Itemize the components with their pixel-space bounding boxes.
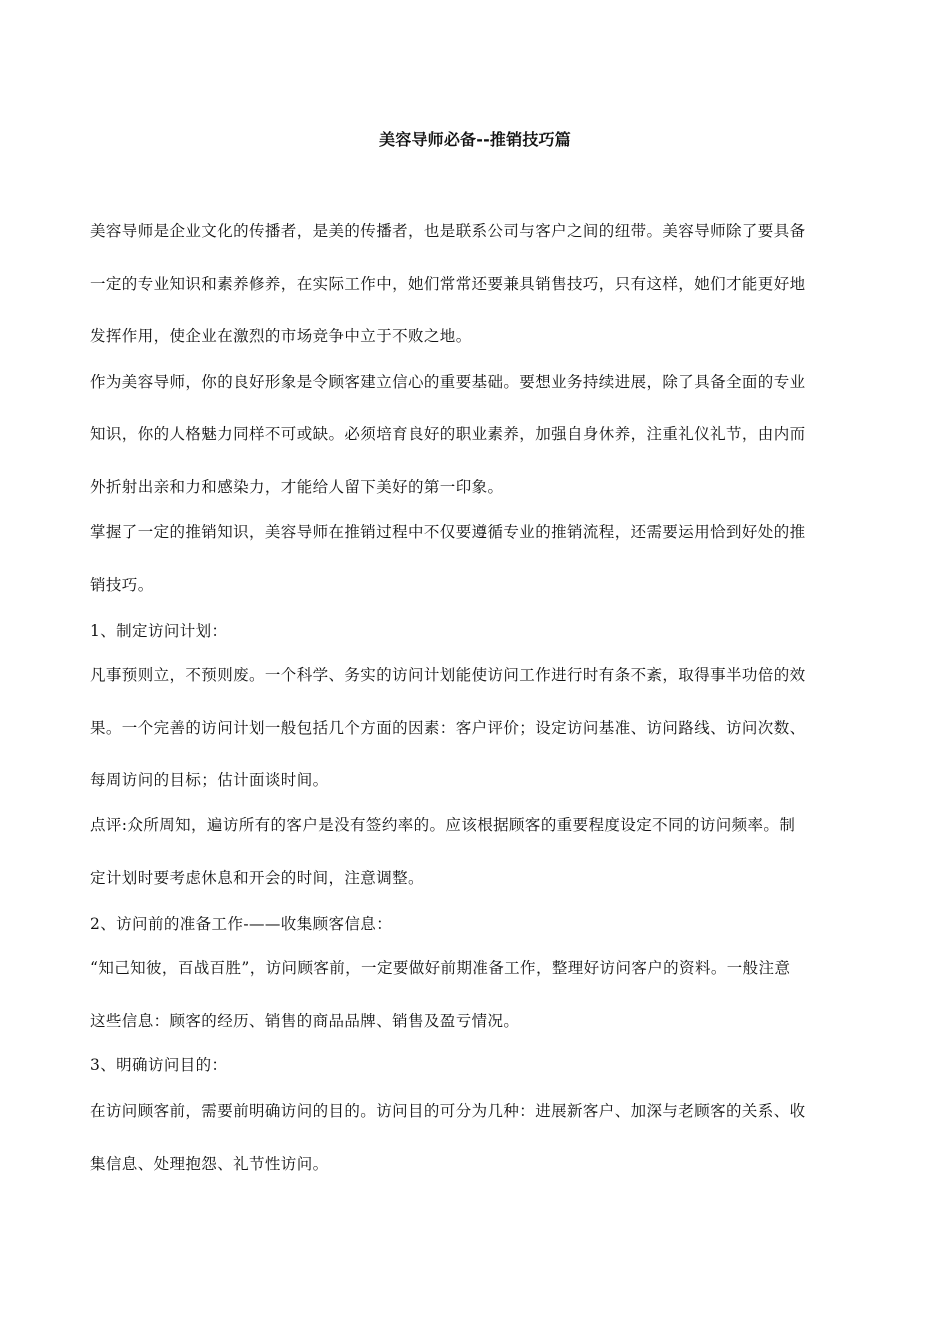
body-line: 知识，你的人格魅力同样不可或缺。必须培育良好的职业素养，加强自身休养，注重礼仪礼节，由内而 xyxy=(90,425,806,443)
body-line: 果。一个完善的访问计划一般包括几个方面的因素：客户评价；设定访问基准、访问路线、访问次数、 xyxy=(90,719,806,737)
body-line: 定计划时要考虑休息和开会的时间，注意调整。 xyxy=(90,869,424,887)
body-line: 一定的专业知识和素养修养，在实际工作中，她们常常还要兼具销售技巧，只有这样，她们才能更好地 xyxy=(90,275,806,293)
body-line: 发挥作用，使企业在激烈的市场竞争中立于不败之地。 xyxy=(90,327,472,345)
body-line: 销技巧。 xyxy=(90,576,154,594)
body-line: 外折射出亲和力和感染力，才能给人留下美好的第一印象。 xyxy=(90,478,504,496)
section-heading-3: 3、明确访问目的： xyxy=(90,1056,228,1074)
body-line: 每周访问的目标；估计面谈时间。 xyxy=(90,771,329,789)
section-heading-1: 1、制定访问计划： xyxy=(90,622,228,640)
body-line: 集信息、处理抱怨、礼节性访问。 xyxy=(90,1155,329,1173)
section-heading-2: 2、访问前的准备工作-——收集顾客信息： xyxy=(90,915,393,933)
body-line: 作为美容导师，你的良好形象是令顾客建立信心的重要基础。要想业务持续进展，除了具备全面的专业 xyxy=(90,373,806,391)
body-line: 这些信息：顾客的经历、销售的商品品牌、销售及盈亏情况。 xyxy=(90,1012,520,1030)
body-line: “知己知彼，百战百胜”，访问顾客前，一定要做好前期准备工作，整理好访问客户的资料。一般注意 xyxy=(90,959,791,977)
body-line: 点评:众所周知，遍访所有的客户是没有签约率的。应该根据顾客的重要程度设定不同的访问频率。制 xyxy=(90,816,796,834)
body-line: 美容导师是企业文化的传播者，是美的传播者，也是联系公司与客户之间的纽带。美容导师除了要具备 xyxy=(90,222,806,240)
body-line: 在访问顾客前，需要前明确访问的目的。访问目的可分为几种：进展新客户、加深与老顾客的关系、收 xyxy=(90,1102,806,1120)
body-line: 掌握了一定的推销知识，美容导师在推销过程中不仅要遵循专业的推销流程，还需要运用恰到好处的推 xyxy=(90,523,806,541)
document-title: 美容导师必备--推销技巧篇 xyxy=(379,130,571,149)
body-line: 凡事预则立，不预则废。一个科学、务实的访问计划能使访问工作进行时有条不紊，取得事半功倍的效 xyxy=(90,666,806,684)
